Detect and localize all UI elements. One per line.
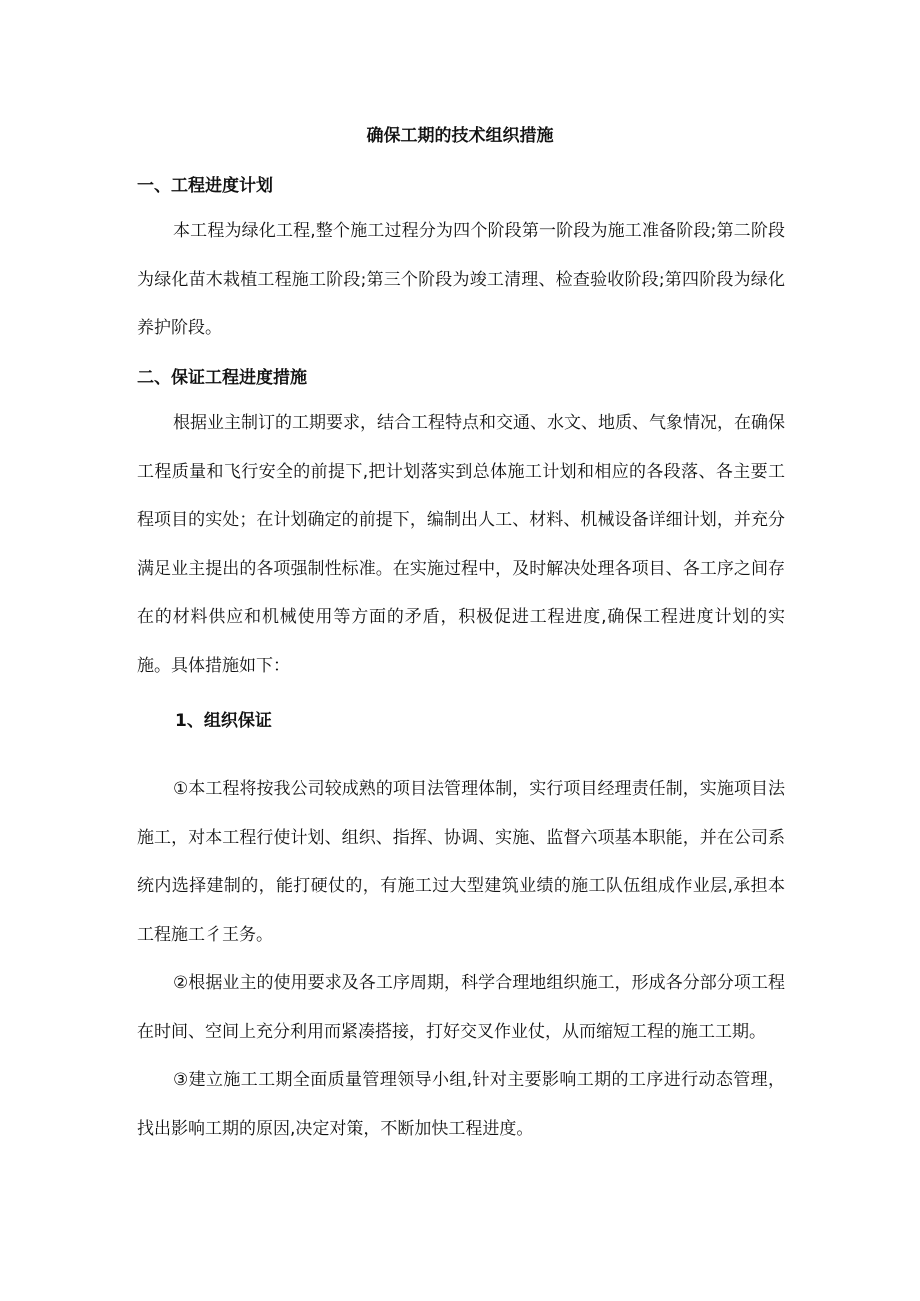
section-heading-progress-measures: 二、保证工程进度措施 <box>137 368 307 388</box>
list-item-organization-3: ③建立施工工期全面质量管理领导小组,针对主要影响工期的工序进行动态管理，找出影响工期的原因,决定对策，不断加快工程进度。 <box>137 1070 785 1139</box>
section-heading-progress-plan: 一、工程进度计划 <box>137 176 273 196</box>
document-title: 确保工期的技术组织措施 <box>366 126 554 146</box>
list-item-organization-1: ①本工程将按我公司较成熟的项目法管理体制，实行项目经理责任制，实施项目法施工，对本工程行使计划、组织、指挥、协调、实施、监督六项基本职能，并在公司系统内选择建制的，能打硬仗的，有施工过大型建筑业绩的施工队伍组成作业层,承担本工程施工彳王务。 <box>137 779 785 945</box>
list-item-organization-2: ②根据业主的使用要求及各工序周期，科学合理地组织施工，形成各分部分项工程在时间、空间上充分利用而紧凑搭接，打好交叉作业仗，从而缩短工程的施工工期。 <box>137 973 785 1042</box>
paragraph-progress-plan: 本工程为绿化工程,整个施工过程分为四个阶段第一阶段为施工准备阶段;第二阶段为绿化苗木栽植工程施工阶段;第三个阶段为竣工清理、检查验收阶段;第四阶段为绿化养护阶段。 <box>137 221 785 338</box>
subsection-heading-organization: 1、组织保证 <box>175 711 272 731</box>
paragraph-progress-measures: 根据业主制订的工期要求，结合工程特点和交通、水文、地质、气象情况，在确保工程质量和飞行安全的前提下,把计划落实到总体施工计划和相应的各段落、各主要工程项目的实处；在计划确定的前提下，编制出人工、材料、机械设备详细计划，并充分满足业主提出的各项强制性标准。在实施过程中，及时解决处理各项目、各工序之间存在的材料供应和机械使用等方面的矛盾，积极促进工程进度,确保工程进度计划的实施。具体措施如下： <box>137 413 785 676</box>
